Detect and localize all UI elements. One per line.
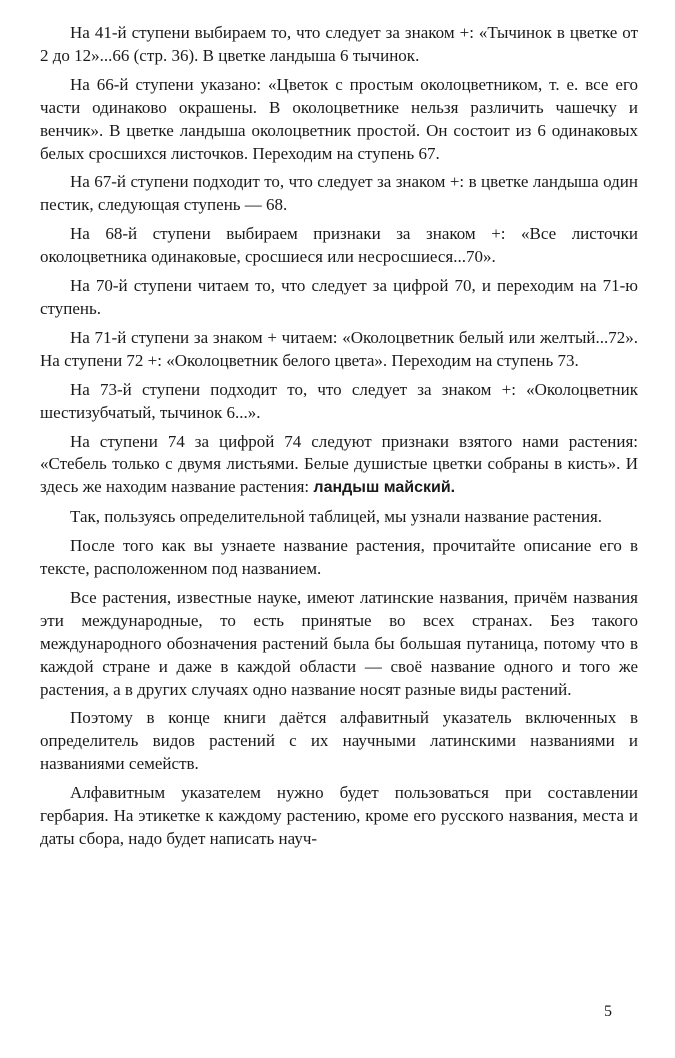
paragraph-step-67: На 67-й ступени подходит то, что следует за знаком +: в цветке ландыша один пестик, следующая ступень — 68. xyxy=(40,172,638,215)
paragraph-index: Поэтому в конце книги даётся алфавитный указатель включенных в определитель видов растений с их научными латинскими названиями и названиями семейств. xyxy=(40,708,638,774)
step-74-text: На ступени 74 за цифрой 74 следуют признаки взятого нами растения: «Стебель только с двумя листьями. Белые душистые цветки собраны в кисть». И здесь же находим название растения: xyxy=(40,431,638,497)
paragraph-conclusion: Так, пользуясь определительной таблицей, мы узнали название растения. xyxy=(70,507,603,527)
paragraph-step-66: На 66-й ступени указано: «Цветок с простым околоцветником, т. е. все его части одинаково окрашены. В околоцветнике нельзя различить чашечку и венчик». В цветке ландыша околоцветник простой. Он состоит из 6 одинаковых белых сросшихся листочков. Переходим на ступень 67. xyxy=(40,74,638,163)
paragraph-step-41: На 41-й ступени выбираем то, что следует за знаком +: «Тычинок в цветке от 2 до 12»...66 (стр. 36). В цветке ландыша 6 тычинок. xyxy=(40,23,638,65)
paragraph-step-70: На 70-й ступени читаем то, что следует за цифрой 70, и переходим на 71-ю ступень. xyxy=(40,276,638,318)
paragraph-step-74 xyxy=(40,431,638,501)
paragraph-step-73: На 73-й ступени подходит то, что следует за знаком +: «Околоцветник шестизубчатый, тычинок 6...». xyxy=(40,379,638,422)
page-number: 5 xyxy=(604,1003,612,1020)
paragraph-step-71: На 71-й ступени за знаком + читаем: «Околоцветник белый или желтый...72». На ступени 72 +: «Околоцветник белого цвета». Переходим на ступень 73. xyxy=(40,327,638,370)
paragraph-after-name: После того как вы узнаете название растения, прочитайте описание его в тексте, расположенном под названием. xyxy=(40,536,638,579)
page-body xyxy=(40,22,638,857)
plant-name: ландыш майский. xyxy=(313,479,456,497)
paragraph-latin-names: Все растения, известные науке, имеют латинские названия, причём названия эти международные, то есть принятые во всех странах. Без такого международного обозначения растений была бы большая путаница, потому что в каждой стране и даже в каждой области — своё название одного и того же растения, а в других случаях одно название носят разные виды растений. xyxy=(40,587,638,699)
paragraph-step-68: На 68-й ступени выбираем признаки за знаком +: «Все листочки околоцветника одинаковые, сросшиеся или несросшиеся...70». xyxy=(40,224,638,267)
paragraph-herbarium: Алфавитным указателем нужно будет пользоваться при составлении гербария. На этикетке к каждому растению, кроме его русского названия, места и даты сбора, надо будет написать науч- xyxy=(40,783,638,848)
